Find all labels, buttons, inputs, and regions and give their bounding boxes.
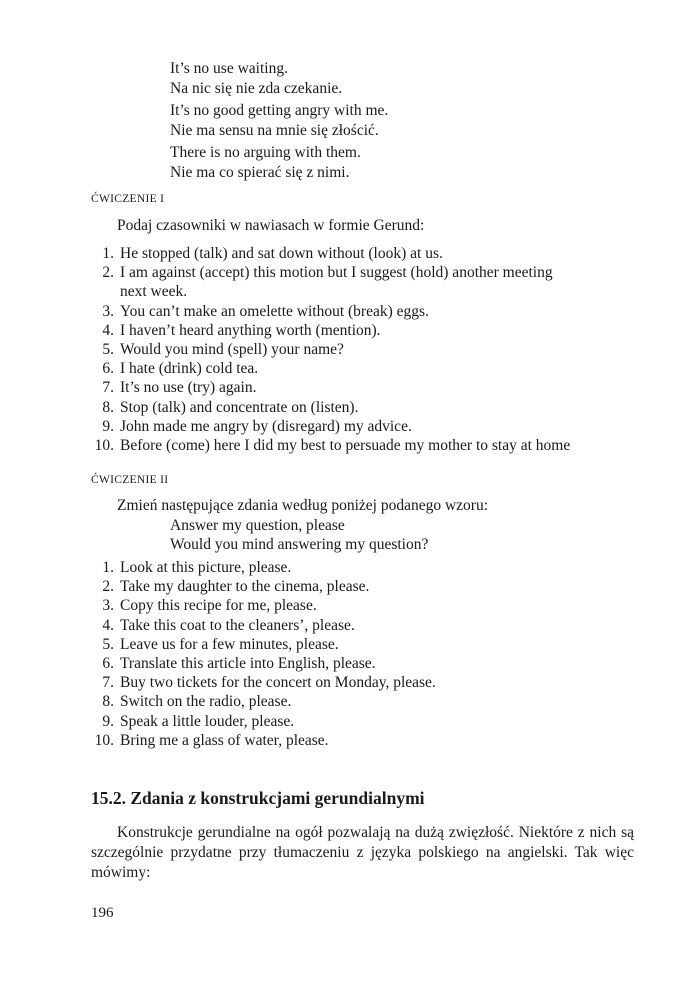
list-item [74,340,639,359]
item-number: 1. [102,245,114,262]
item-number: 7. [102,379,114,397]
list-item [74,359,639,378]
item-number: 10. [94,731,114,749]
example-line: It’s no use waiting. [170,60,288,77]
list-item [74,577,639,596]
item-number: 3. [102,302,114,320]
list-item [74,596,639,615]
item-text: I hate (drink) cold tea. [120,360,259,378]
list-item [74,692,639,711]
item-number: 4. [102,616,114,634]
list-item [74,712,639,731]
example-line: There is no arguing with them. [170,144,361,161]
list-item [74,616,639,635]
item-number: 9. [102,417,114,435]
item-text: Take my daughter to the cinema, please. [120,578,370,596]
example-line: It’s no good getting angry with me. [170,102,389,119]
item-text: Before (come) here I did my best to persuade my mother to stay at home [120,437,571,455]
item-number: 7. [102,674,114,692]
exercise-2-heading: ĆWICZENIE II [91,474,169,486]
item-text: Bring me a glass of water, please. [120,731,329,749]
item-number: 10. [94,437,114,455]
section-title: 15.2. Zdania z konstrukcjami gerundialnymi [91,788,425,808]
list-item [74,244,639,263]
exercise-2-instruction: Zmień następujące zdania według poniżej podanego wzoru: [117,497,489,514]
example-line: Nie ma sensu na mnie się złościć. [170,122,379,139]
page-number: 196 [91,905,114,921]
item-number: 6. [102,655,114,673]
item-text: Buy two tickets for the concert on Monday, please. [120,674,436,692]
list-item [74,654,639,673]
item-number: 2. [102,578,114,596]
example-line: Na nic się nie zda czekanie. [170,80,343,97]
exercise-1-list [74,244,639,455]
list-item [74,558,639,577]
list-item [74,398,639,417]
item-number: 8. [102,398,114,416]
list-item [74,263,639,301]
list-item [74,302,639,321]
list-item [74,436,639,455]
item-text: Stop (talk) and concentrate on (listen). [120,398,359,416]
item-number: 4. [102,321,114,339]
item-text: Speak a little louder, please. [120,712,295,730]
item-number: 5. [102,635,114,653]
item-text: Take this coat to the cleaners’, please. [120,616,355,634]
item-text: Would you mind (spell) your name? [120,341,344,359]
example-line: Nie ma co spierać się z nimi. [170,164,350,181]
exercise-1-heading: ĆWICZENIE I [91,193,165,205]
item-number: 1. [102,559,114,576]
model-sentence: Would you mind answering my question? [170,536,429,553]
list-item [74,417,639,436]
item-text: You can’t make an omelette without (break) eggs. [120,302,429,320]
item-number: 2. [102,264,114,282]
list-item [74,673,639,692]
item-text: Leave us for a few minutes, please. [120,635,339,653]
item-text: I haven’t heard anything worth (mention). [120,321,381,339]
item-text: I am against (accept) this motion but I suggest (hold) another meeting [120,264,553,282]
item-number: 5. [102,341,114,359]
list-item [74,378,639,397]
item-text: Translate this article into English, please. [120,655,376,673]
item-number: 3. [102,597,114,615]
item-text: It’s no use (try) again. [120,379,257,397]
item-text: Switch on the radio, please. [120,693,292,711]
item-text: Copy this recipe for me, please. [120,597,317,615]
list-item [74,321,639,340]
item-number: 6. [102,360,114,378]
item-number: 8. [102,693,114,711]
item-number: 9. [102,712,114,730]
list-item [74,635,639,654]
item-text: Look at this picture, please. [120,559,292,576]
item-text: John made me angry by (disregard) my advice. [120,417,412,435]
list-item [74,731,639,750]
item-text: He stopped (talk) and sat down without (look) at us. [120,245,443,262]
item-text-continuation: next week. [120,283,188,301]
exercise-1-instruction: Podaj czasowniki w nawiasach w formie Gerund: [117,217,425,234]
section-paragraph: Konstrukcje gerundialne na ogół pozwalają na dużą zwięzłość. Niektóre z nich są szczególnie przydatne przy tłumaczeniu z języka polskiego na angielski. Tak więc mówimy: [91,824,634,881]
exercise-2-list [74,558,639,750]
model-sentence: Answer my question, please [170,517,345,534]
